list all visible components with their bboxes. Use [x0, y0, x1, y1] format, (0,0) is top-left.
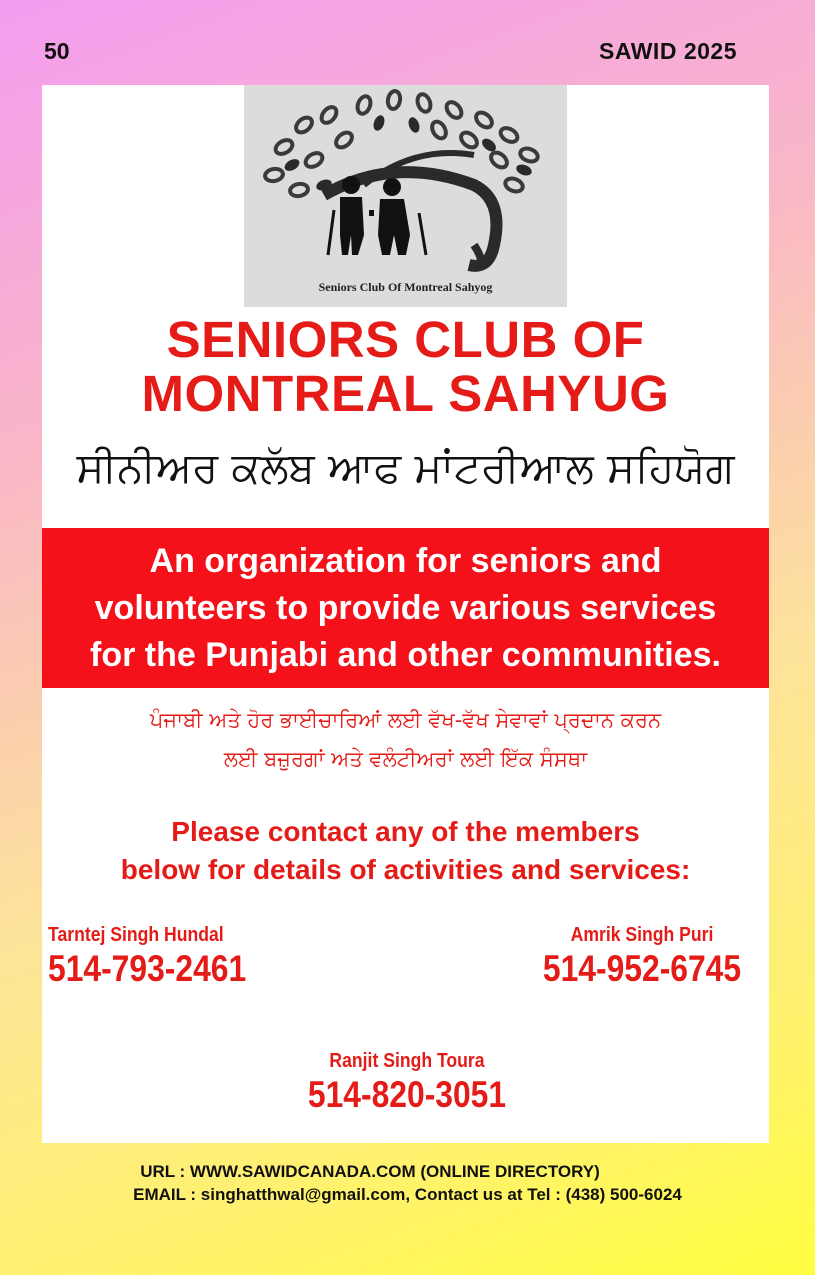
mission-banner — [42, 528, 769, 688]
member-contact — [242, 1049, 572, 1117]
member-name: Amrik Singh Puri — [570, 924, 714, 946]
club-title-punjabi: ਸੀਨੀਅਰ ਕਲੱਬ ਆਫ ਮਾਂਟਰੀਆਲ ਸਹਿਯੋਗ — [76, 443, 735, 492]
page-footer — [0, 1160, 815, 1206]
member-contact — [48, 923, 288, 991]
member-name: Tarntej Singh Hundal — [48, 924, 224, 946]
member-phone[interactable]: 514-952-6745 — [542, 948, 742, 989]
page-number: 50 — [44, 38, 70, 64]
member-contact — [522, 923, 762, 991]
mission-line2: volunteers to provide various services — [94, 589, 717, 627]
member-name: Ranjit Singh Toura — [329, 1050, 485, 1072]
mission-punjabi-line2: ਲਈ ਬਜ਼ੁਰਗਾਂ ਅਤੇ ਵਲੰਟੀਅਰਾਂ ਲਈ ਇੱਕ ਸੰਸਥਾ — [223, 747, 588, 771]
publication-title: SAWID 2025 — [599, 38, 737, 64]
logo-caption: Seniors Club Of Montreal Sahyog — [318, 280, 493, 294]
footer-url[interactable]: URL : WWW.SAWIDCANADA.COM (ONLINE DIRECTORY) — [140, 1162, 600, 1181]
club-logo — [244, 85, 567, 307]
member-phone[interactable]: 514-793-2461 — [48, 948, 247, 989]
tree-couple-icon — [244, 85, 567, 307]
club-title-line2: MONTREAL SAHYUG — [141, 365, 670, 422]
mission-punjabi-line1: ਪੰਜਾਬੀ ਅਤੇ ਹੋਰ ਭਾਈਚਾਰਿਆਂ ਲਈ ਵੱਖ-ਵੱਖ ਸੇਵਾਵਾਂ ਪ੍ਰਦਾਨ ਕਰਨ — [149, 708, 662, 732]
contact-intro-line2: below for details of activities and services: — [120, 854, 691, 885]
mission-line1: An organization for seniors and — [149, 542, 662, 580]
contact-intro — [42, 813, 769, 889]
club-title — [42, 313, 769, 421]
mission-punjabi — [42, 701, 769, 779]
club-title-line1: SENIORS CLUB OF — [166, 311, 645, 368]
mission-line3: for the Punjabi and other communities. — [90, 636, 721, 674]
footer-email[interactable]: EMAIL : singhatthwal@gmail.com, Contact us at Tel : (438) 500-6024 — [133, 1185, 682, 1204]
member-phone[interactable]: 514-820-3051 — [307, 1074, 507, 1115]
advertisement-card — [42, 85, 769, 1143]
contact-intro-line1: Please contact any of the members — [171, 816, 640, 847]
